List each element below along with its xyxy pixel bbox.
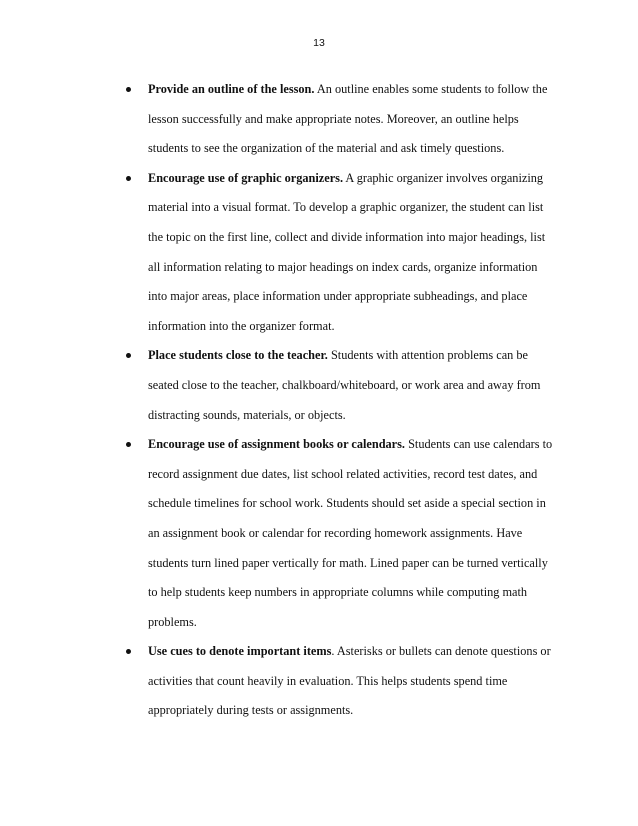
bullet-item-use-cues [126,637,576,726]
bullet-line: information into the organizer format. [148,318,335,333]
bullet-heading: Encourage use of graphic organizers. [148,170,344,185]
bullet-line: to help students keep numbers in appropriate columns while computing math [148,585,528,600]
bullet-line: record assignment due dates, list school related activities, record test dates, and [148,466,538,481]
bullet-line: lesson successfully and make appropriate notes. Moreover, an outline helps [148,111,519,126]
bullet-heading: Encourage use of assignment books or calendars. [148,437,405,452]
page-number: 13 [313,37,325,49]
bullet-item-graphic-organizers [126,164,576,342]
bullet-dot-icon [126,353,131,358]
bullet-line [148,75,576,105]
bullet-line [148,164,576,194]
bullet-line: distracting sounds, materials, or objects. [148,407,346,422]
bullet-line: into major areas, place information under appropriate subheadings, and place [148,289,528,304]
bullet-item-place-students [126,341,576,430]
bullet-line: all information relating to major headings on index cards, organize information [148,259,538,274]
bullet-line [148,430,576,460]
bullet-line: appropriately during tests or assignments. [148,703,354,718]
bullet-line: students turn lined paper vertically for math. Lined paper can be turned vertically [148,555,548,570]
bullet-dot-icon [126,649,131,654]
bullet-text: An outline enables some students to follow the [314,82,548,96]
bullet-dot-icon [126,442,131,447]
bullet-line: an assignment book or calendar for recording homework assignments. Have [148,525,523,540]
bullet-line: the topic on the first line, collect and divide information into major headings, list [148,229,546,244]
bullet-line: activities that count heavily in evaluation. This helps students spend time [148,673,508,688]
bullet-line [148,637,576,667]
bullet-item-outline [126,75,576,164]
bullet-line [148,341,576,371]
bullet-item-assignment-books [126,430,576,637]
bullet-heading: Provide an outline of the lesson. [148,82,315,96]
bullet-line: students to see the organization of the material and ask timely questions. [148,141,505,156]
bullet-text: Students can use calendars to [405,437,553,452]
bullet-dot-icon [126,176,131,181]
bullet-text: Students with attention problems can be [327,348,529,363]
bullet-line: schedule timelines for school work. Students should set aside a special section in [148,496,546,511]
bullet-dot-icon [126,87,131,92]
bullet-list [126,75,576,726]
bullet-heading: Place students close to the teacher. [148,348,328,363]
bullet-text: A graphic organizer involves organizing [343,170,544,185]
bullet-heading: Use cues to denote important items [148,644,332,659]
bullet-text: . Asterisks or bullets can denote questions or [331,644,551,659]
bullet-line: seated close to the teacher, chalkboard/whiteboard, or work area and away from [148,377,541,392]
bullet-line: material into a visual format. To develop a graphic organizer, the student can list [148,200,544,215]
bullet-line: problems. [148,614,197,629]
